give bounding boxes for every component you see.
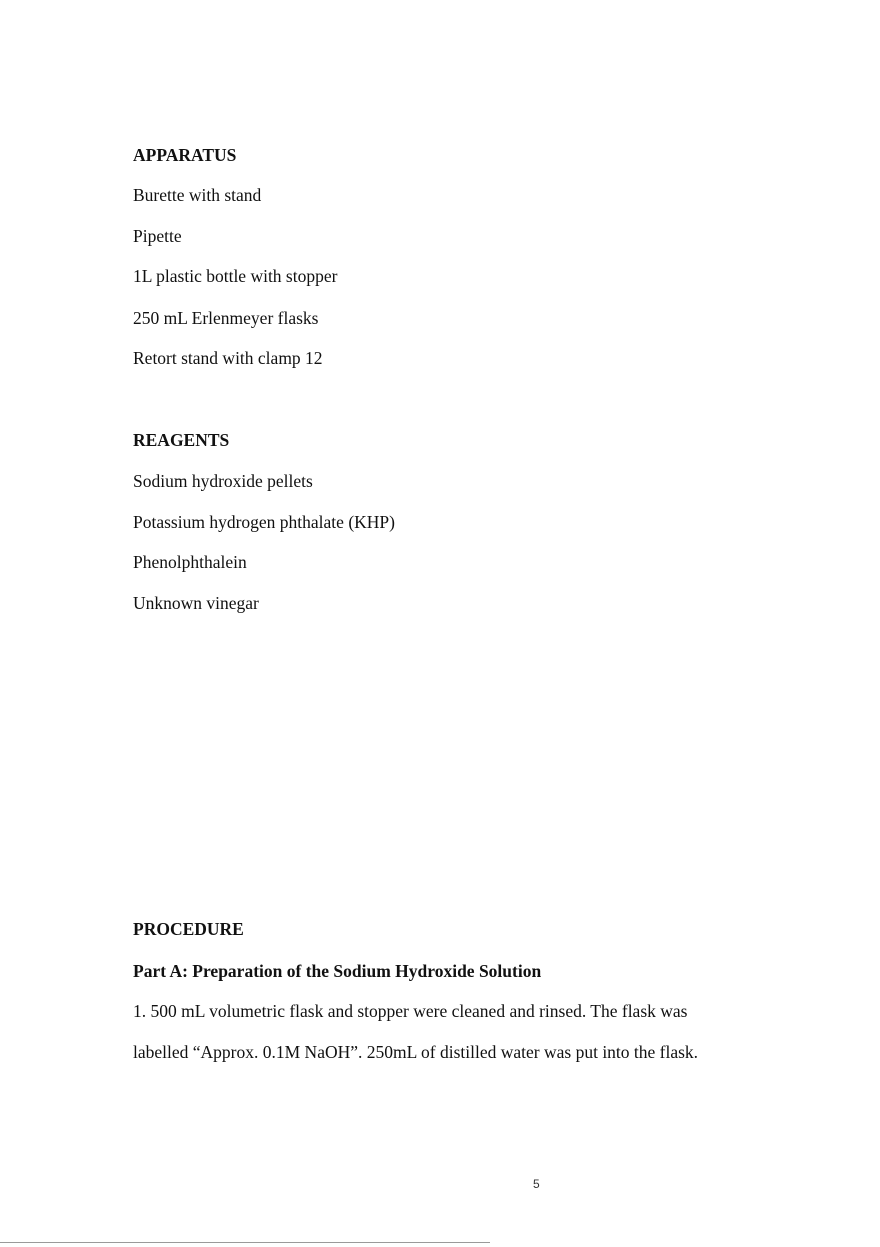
reagent-item: Potassium hydrogen phthalate (KHP) (133, 512, 395, 532)
reagent-item: Unknown vinegar (133, 593, 259, 613)
procedure-step-1-line-1: 1. 500 mL volumetric flask and stopper were cleaned and rinsed. The flask was (133, 1001, 688, 1021)
page-number: 5 (533, 1177, 540, 1191)
apparatus-item: 1L plastic bottle with stopper (133, 266, 338, 286)
reagent-item: Phenolphthalein (133, 552, 247, 572)
part-a-title: Part A: Preparation of the Sodium Hydroxide Solution (133, 961, 542, 981)
footer-divider (0, 1242, 490, 1243)
apparatus-item: Burette with stand (133, 185, 262, 205)
apparatus-heading: APPARATUS (133, 145, 237, 165)
apparatus-item: Pipette (133, 226, 182, 246)
apparatus-item: 250 mL Erlenmeyer flasks (133, 308, 319, 328)
reagent-item: Sodium hydroxide pellets (133, 471, 313, 491)
apparatus-item: Retort stand with clamp 12 (133, 348, 323, 368)
procedure-step-1-line-2: labelled “Approx. 0.1M NaOH”. 250mL of distilled water was put into the flask. (133, 1042, 699, 1062)
reagents-heading: REAGENTS (133, 430, 230, 450)
procedure-heading: PROCEDURE (133, 919, 244, 939)
